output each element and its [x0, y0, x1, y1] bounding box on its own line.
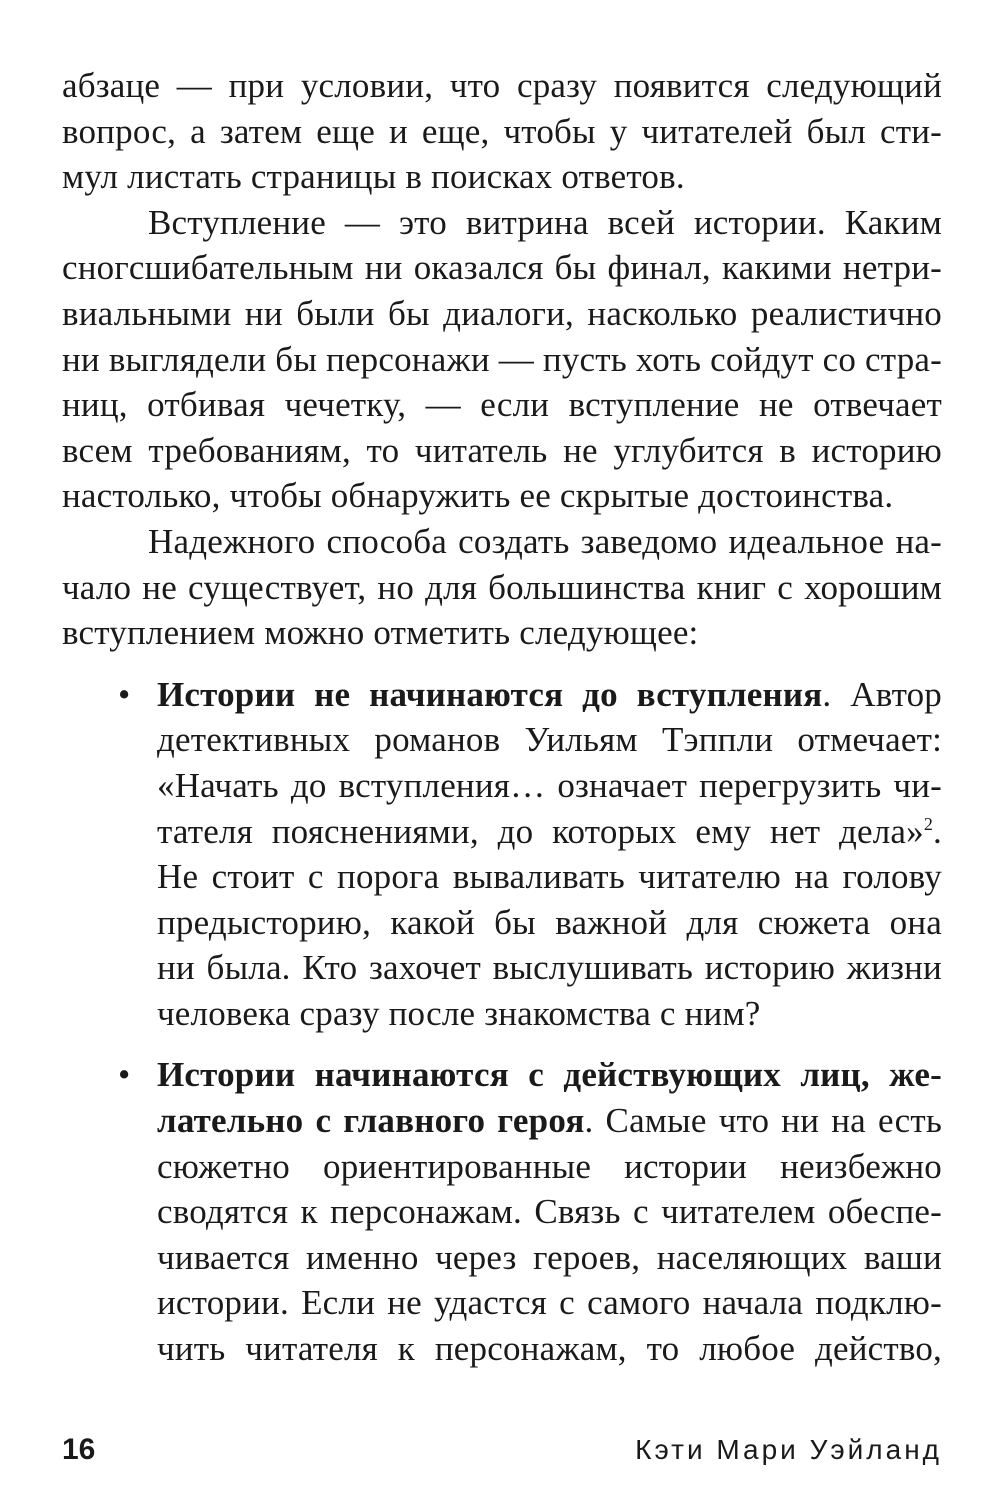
page-footer: [0, 1428, 1000, 1472]
text-line: чивается именно через героев, населяющих ваши: [157, 1237, 942, 1277]
text-line: мул листать страницы в поисках ответов.: [62, 157, 685, 197]
text-line: чить читателя к персонажам, то любое действо,: [157, 1329, 942, 1369]
text-line: всем требованиям, то читатель не углубится в историю: [62, 430, 942, 470]
text-line: вопрос, а затем еще и еще, чтобы у читателей был сти-: [62, 111, 942, 151]
text-line: Вступление — это витрина всей истории. Каким: [148, 202, 942, 242]
bold-lead-text: лательно с главного героя: [157, 1101, 585, 1141]
text-line: «Начать до вступления… означает перегрузить чи-: [157, 765, 942, 805]
body-text: [62, 63, 942, 1372]
running-head-author: Кэти Мари Уэйланд: [635, 1434, 942, 1465]
bullet-item: [62, 672, 942, 1037]
text-line: настолько, чтобы обнаружить ее скрытые достоинства.: [62, 476, 894, 516]
footnote-reference[interactable]: 2: [923, 813, 934, 834]
page-number: 16: [62, 1433, 96, 1466]
bullet-marker: •: [118, 674, 131, 714]
text-line: чало не существует, но для большинства книг с хорошим: [62, 567, 942, 607]
paragraph-1: [62, 63, 942, 200]
text-line: истории. Если не удастся с самого начала подклю-: [157, 1283, 942, 1323]
bold-lead-text: Истории начинаются с действующих лиц, же-: [157, 1055, 942, 1095]
text-line: сводятся к персонажам. Связь с читателем обеспе-: [157, 1192, 942, 1232]
text-line: ни выглядели бы персонажи — пусть хоть сойдут со стра-: [62, 339, 942, 379]
bold-lead-text: Истории не начинаются до вступления: [157, 674, 823, 714]
text-fragment: .: [933, 811, 942, 851]
bullet-list: [62, 672, 942, 1372]
text-line: сюжетно ориентированные истории неизбежно: [157, 1146, 942, 1186]
text-line: [157, 672, 942, 718]
text-line: предысторию, какой бы важной для сюжета она: [157, 902, 942, 942]
text-line: [157, 809, 942, 855]
paragraph-3: [62, 519, 942, 656]
text-line: ниц, отбивая чечетку, — если вступление не отвечает: [62, 385, 942, 425]
text-line: вступлением можно отметить следующее:: [62, 613, 699, 653]
text-fragment: тателя пояснениями, до которых ему нет дела»: [157, 811, 924, 851]
text-line: человека сразу после знакомства с ним?: [157, 993, 761, 1033]
text-line: [157, 1098, 942, 1144]
bullet-item: [62, 1052, 942, 1371]
text-line: виальными ни были бы диалоги, насколько реалистично: [62, 293, 942, 333]
text-line: сногсшибательным ни оказался бы финал, какими нетри-: [62, 248, 942, 288]
text-fragment: . Автор: [822, 674, 942, 714]
text-line: абзаце — при условии, что сразу появится следующий: [62, 66, 942, 105]
text-line: детективных романов Уильям Тэппли отмечает:: [157, 720, 942, 760]
text-fragment: . Самые что ни на есть: [584, 1101, 942, 1141]
text-line: Не стоит с порога вываливать читателю на голову: [157, 857, 942, 897]
text-line: Надежного способа создать заведомо идеальное на-: [148, 521, 942, 561]
bullet-marker: •: [118, 1055, 131, 1095]
text-line: ни была. Кто захочет выслушивать историю жизни: [157, 948, 942, 988]
paragraph-2: [62, 200, 942, 519]
